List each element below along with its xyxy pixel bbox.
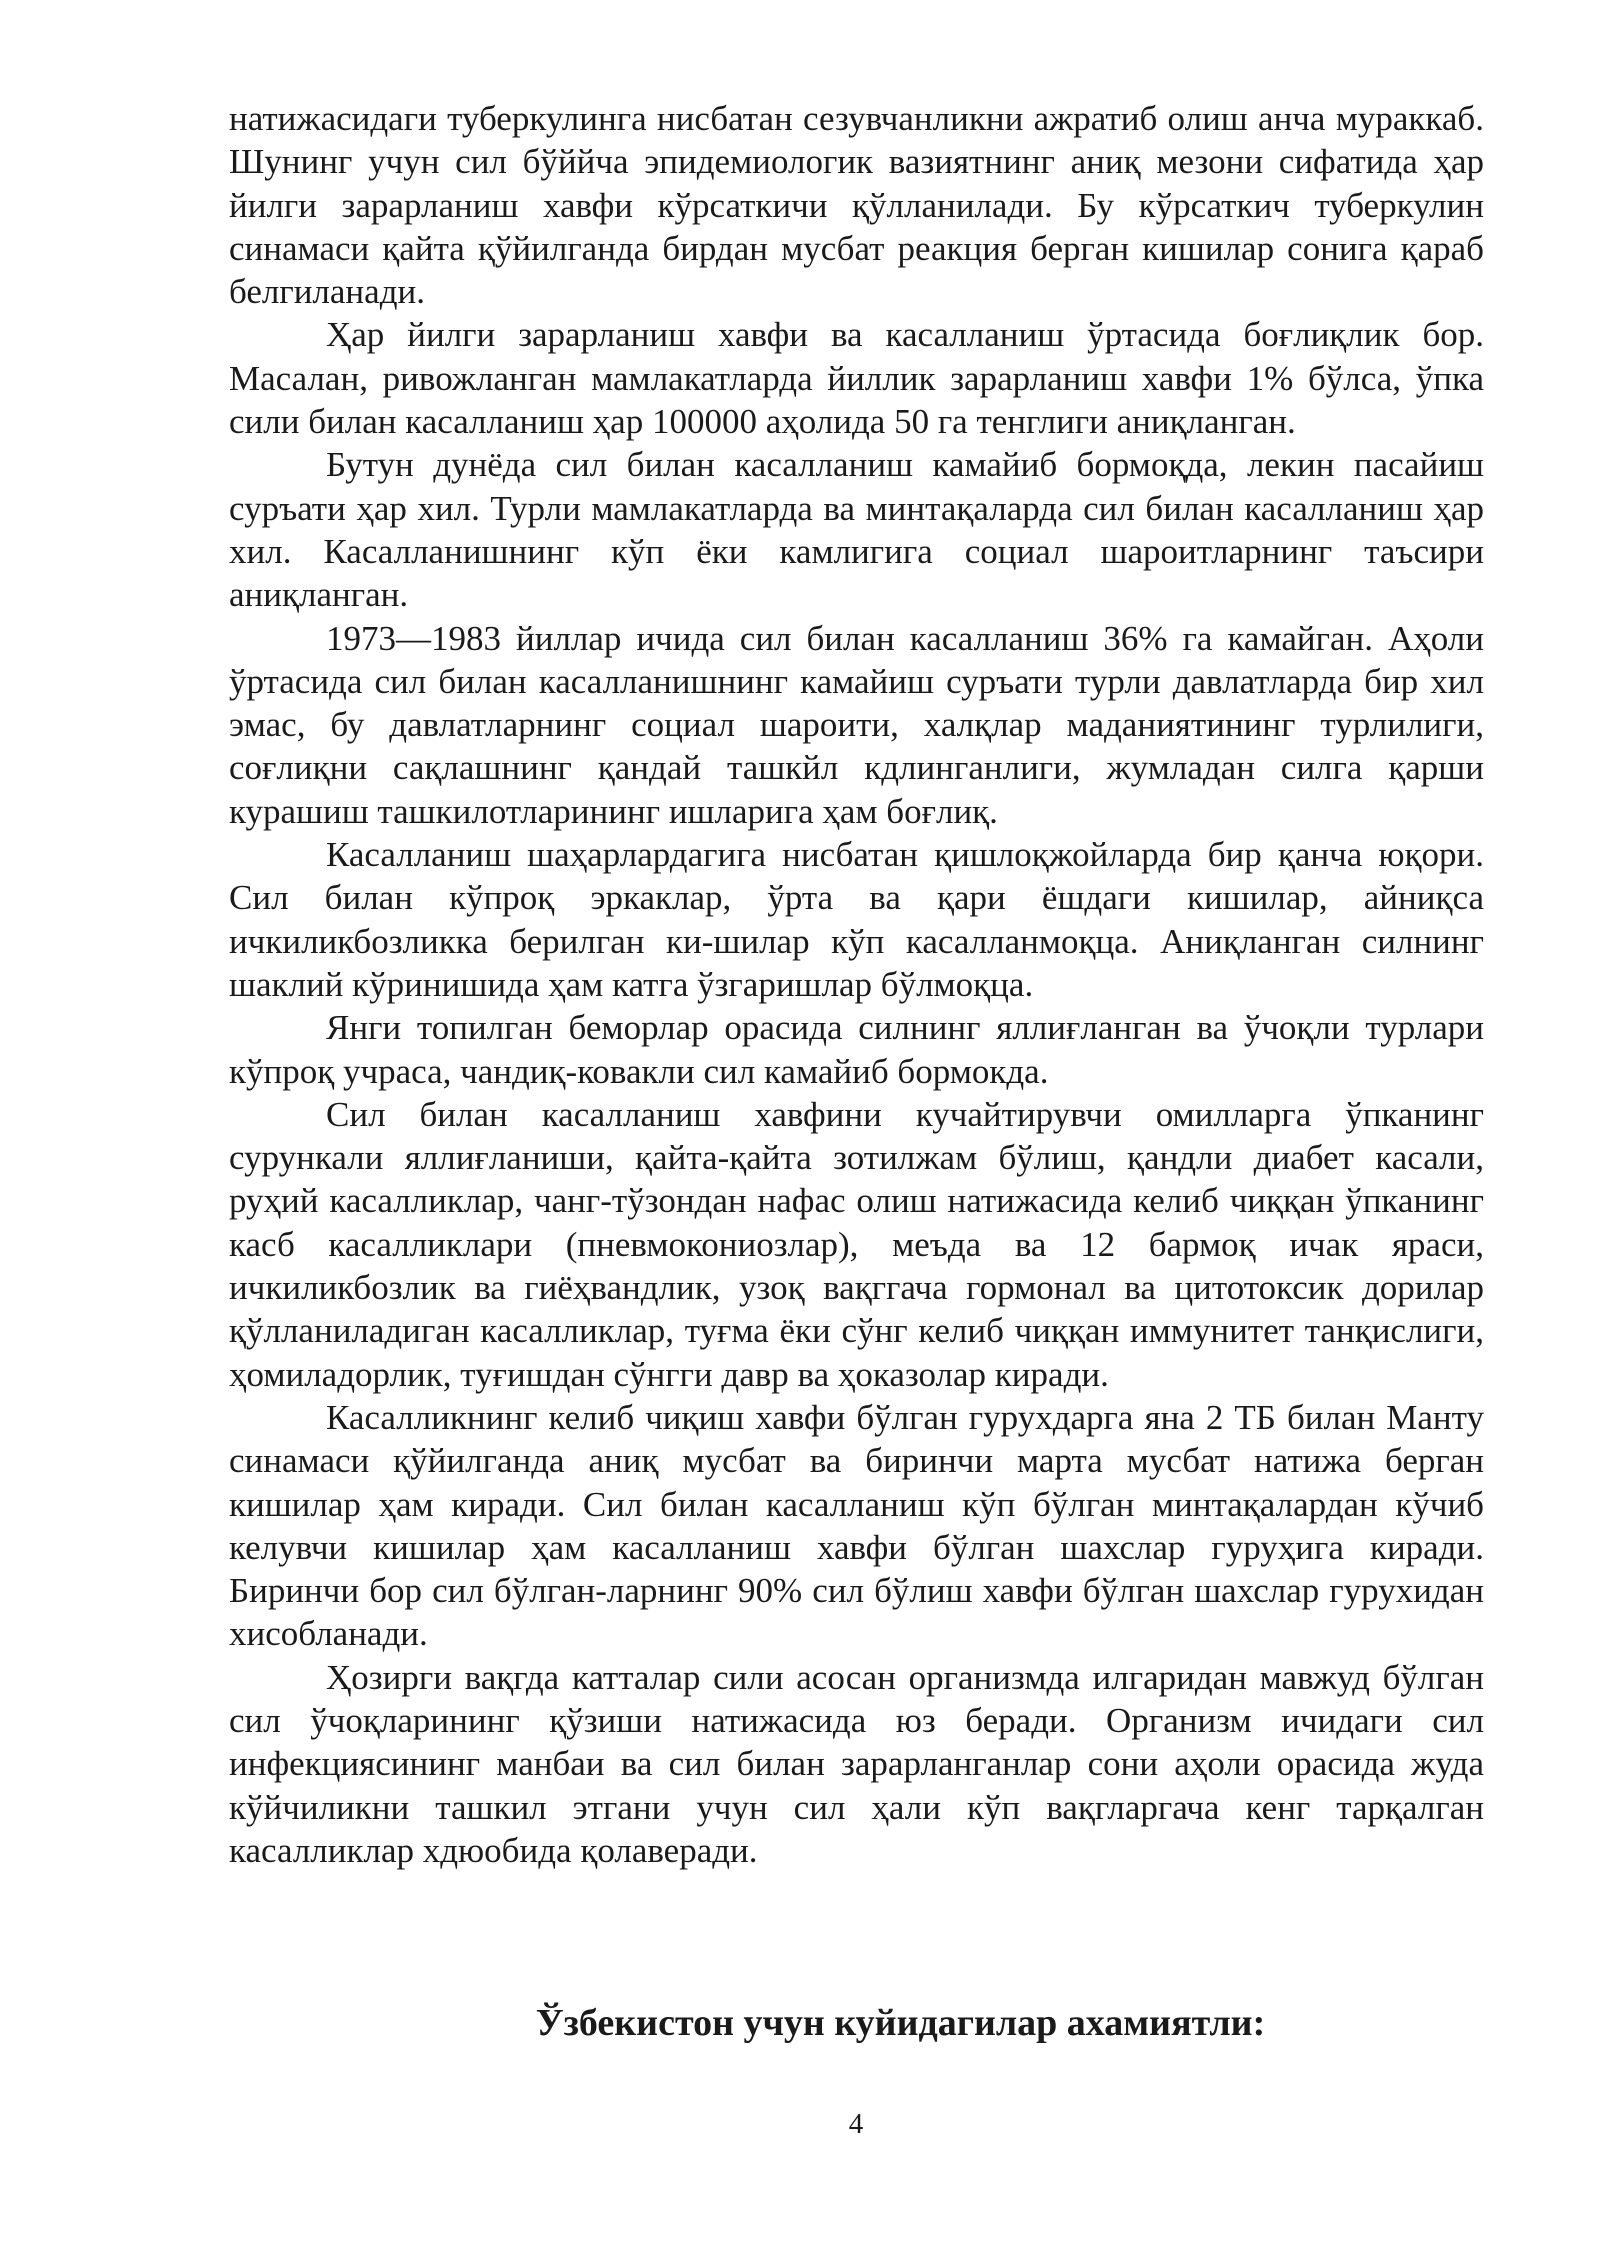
paragraph: Ҳар йилги зарарланиш хавфи ва касалланиш ўртасида боғлиқлик бор. Масалан, ривожланган мамлакатларда йиллик зарарланиш хавфи 1% бўлса, ўпка сили билан касалланиш ҳар 100000 аҳолида 50 га тенглиги аниқланган. [229,315,1484,442]
paragraph: Касалланиш шаҳарлардагига нисбатан қишлоқжойларда бир қанча юқори. Сил билан кўпроқ эркаклар, ўрта ва қари ёшдаги кишилар, айниқса ичкиликбозликка берилган ки-шилар кўп касалланмоқца. Аниқланган силнинг шаклий кўринишида ҳам катга ўзгаришлар бўлмоқца. [229,835,1484,1004]
paragraph: 1973—1983 йиллар ичида сил билан касалланиш 36% га камайган. Аҳоли ўртасида сил билан касалланишнинг камайиш суръати турли давлатларда бир хил эмас, бу давлатларнинг социал шароити, халқлар маданиятининг турлилиги, соғлиқни сақлашнинг қандай ташкйл кдлинганлиги, жумладан силга қарши курашиш ташкилотларининг ишларига ҳам боғлиқ. [229,618,1484,831]
page-number: 4 [848,2108,864,2140]
paragraph: Сил билан касалланиш хавфини кучайтирувчи омилларга ўпканинг сурункали яллиғланиши, қайта-қайта зотилжам бўлиш, қандли диабет касали, руҳий касалликлар, чанг-тўзондан нафас олиш натижасида келиб чиққан ўпканинг касб касалликлари (пневмокониозлар), меъда ва 12 бармоқ ичак яраси, ичкиликбозлик ва гиёҳвандлик, узоқ вақггача гормонал ва цитотоксик дорилар қўлланиладиган касалликлар, туғма ёки сўнг келиб чиққан иммунитет танқислиги, ҳомиладорлик, туғишдан сўнгги давр ва ҳоказолар киради. [229,1094,1484,1394]
paragraph: натижасидаги туберкулинга нисбатан сезувчанликни ажратиб олиш анча мураккаб. Шунинг учун сил бўййча эпидемиологик вазиятнинг аниқ мезони сифатида ҳар йилги зарарланиш хавфи кўрсаткичи қўлланилади. Бу кўрсаткич туберкулин синамаси қайта қўйилганда бирдан мусбат реакция берган кишилар сонига қараб белгиланади. [229,99,1484,312]
paragraph: Касалликнинг келиб чиқиш хавфи бўлган гурухдарга яна 2 ТБ билан Манту синамаси қўйилганда аниқ мусбат ва биринчи марта мусбат натижа берган кишилар ҳам киради. Сил билан касалланиш кўп бўлган минтақалардан кўчиб келувчи кишилар ҳам касалланиш хавфи бўлган шахслар гуруҳига киради. Биринчи бор сил бўлган-ларнинг 90% сил бўлиш хавфи бўлган шахслар гурухидан хисобланади. [229,1397,1484,1654]
paragraph: Бутун дунёда сил билан касалланиш камайиб бормоқда, лекин пасайиш суръати ҳар хил. Турли мамлакатларда ва минтақаларда сил билан касалланиш ҳар хил. Касалланишнинг кўп ёки камлигига социал шароитларнинг таъсири аниқланган. [229,445,1484,615]
paragraph: Ҳозирги вақгда катталар сили асосан организмда илгаридан мавжуд бўлган сил ўчоқларининг қўзиши натижасида юз беради. Организм ичидаги сил инфекциясининг манбаи ва сил билан зарарланганлар сони аҳоли орасида жуда кўйчиликни ташкил этгани учун сил ҳали кўп вақгларгача кенг тарқалган касалликлар хдюобида қолаверади. [229,1657,1484,1870]
paragraph: Янги топилган беморлар орасида силнинг яллиғланган ва ўчоқли турлари кўпроқ учраса, чандиқ-ковакли сил камайиб бормокда. [229,1008,1484,1091]
body-text [229,97,1484,1872]
section-heading: Ўзбекистон учун куйидагилар ахамиятли: [535,2002,1266,2044]
